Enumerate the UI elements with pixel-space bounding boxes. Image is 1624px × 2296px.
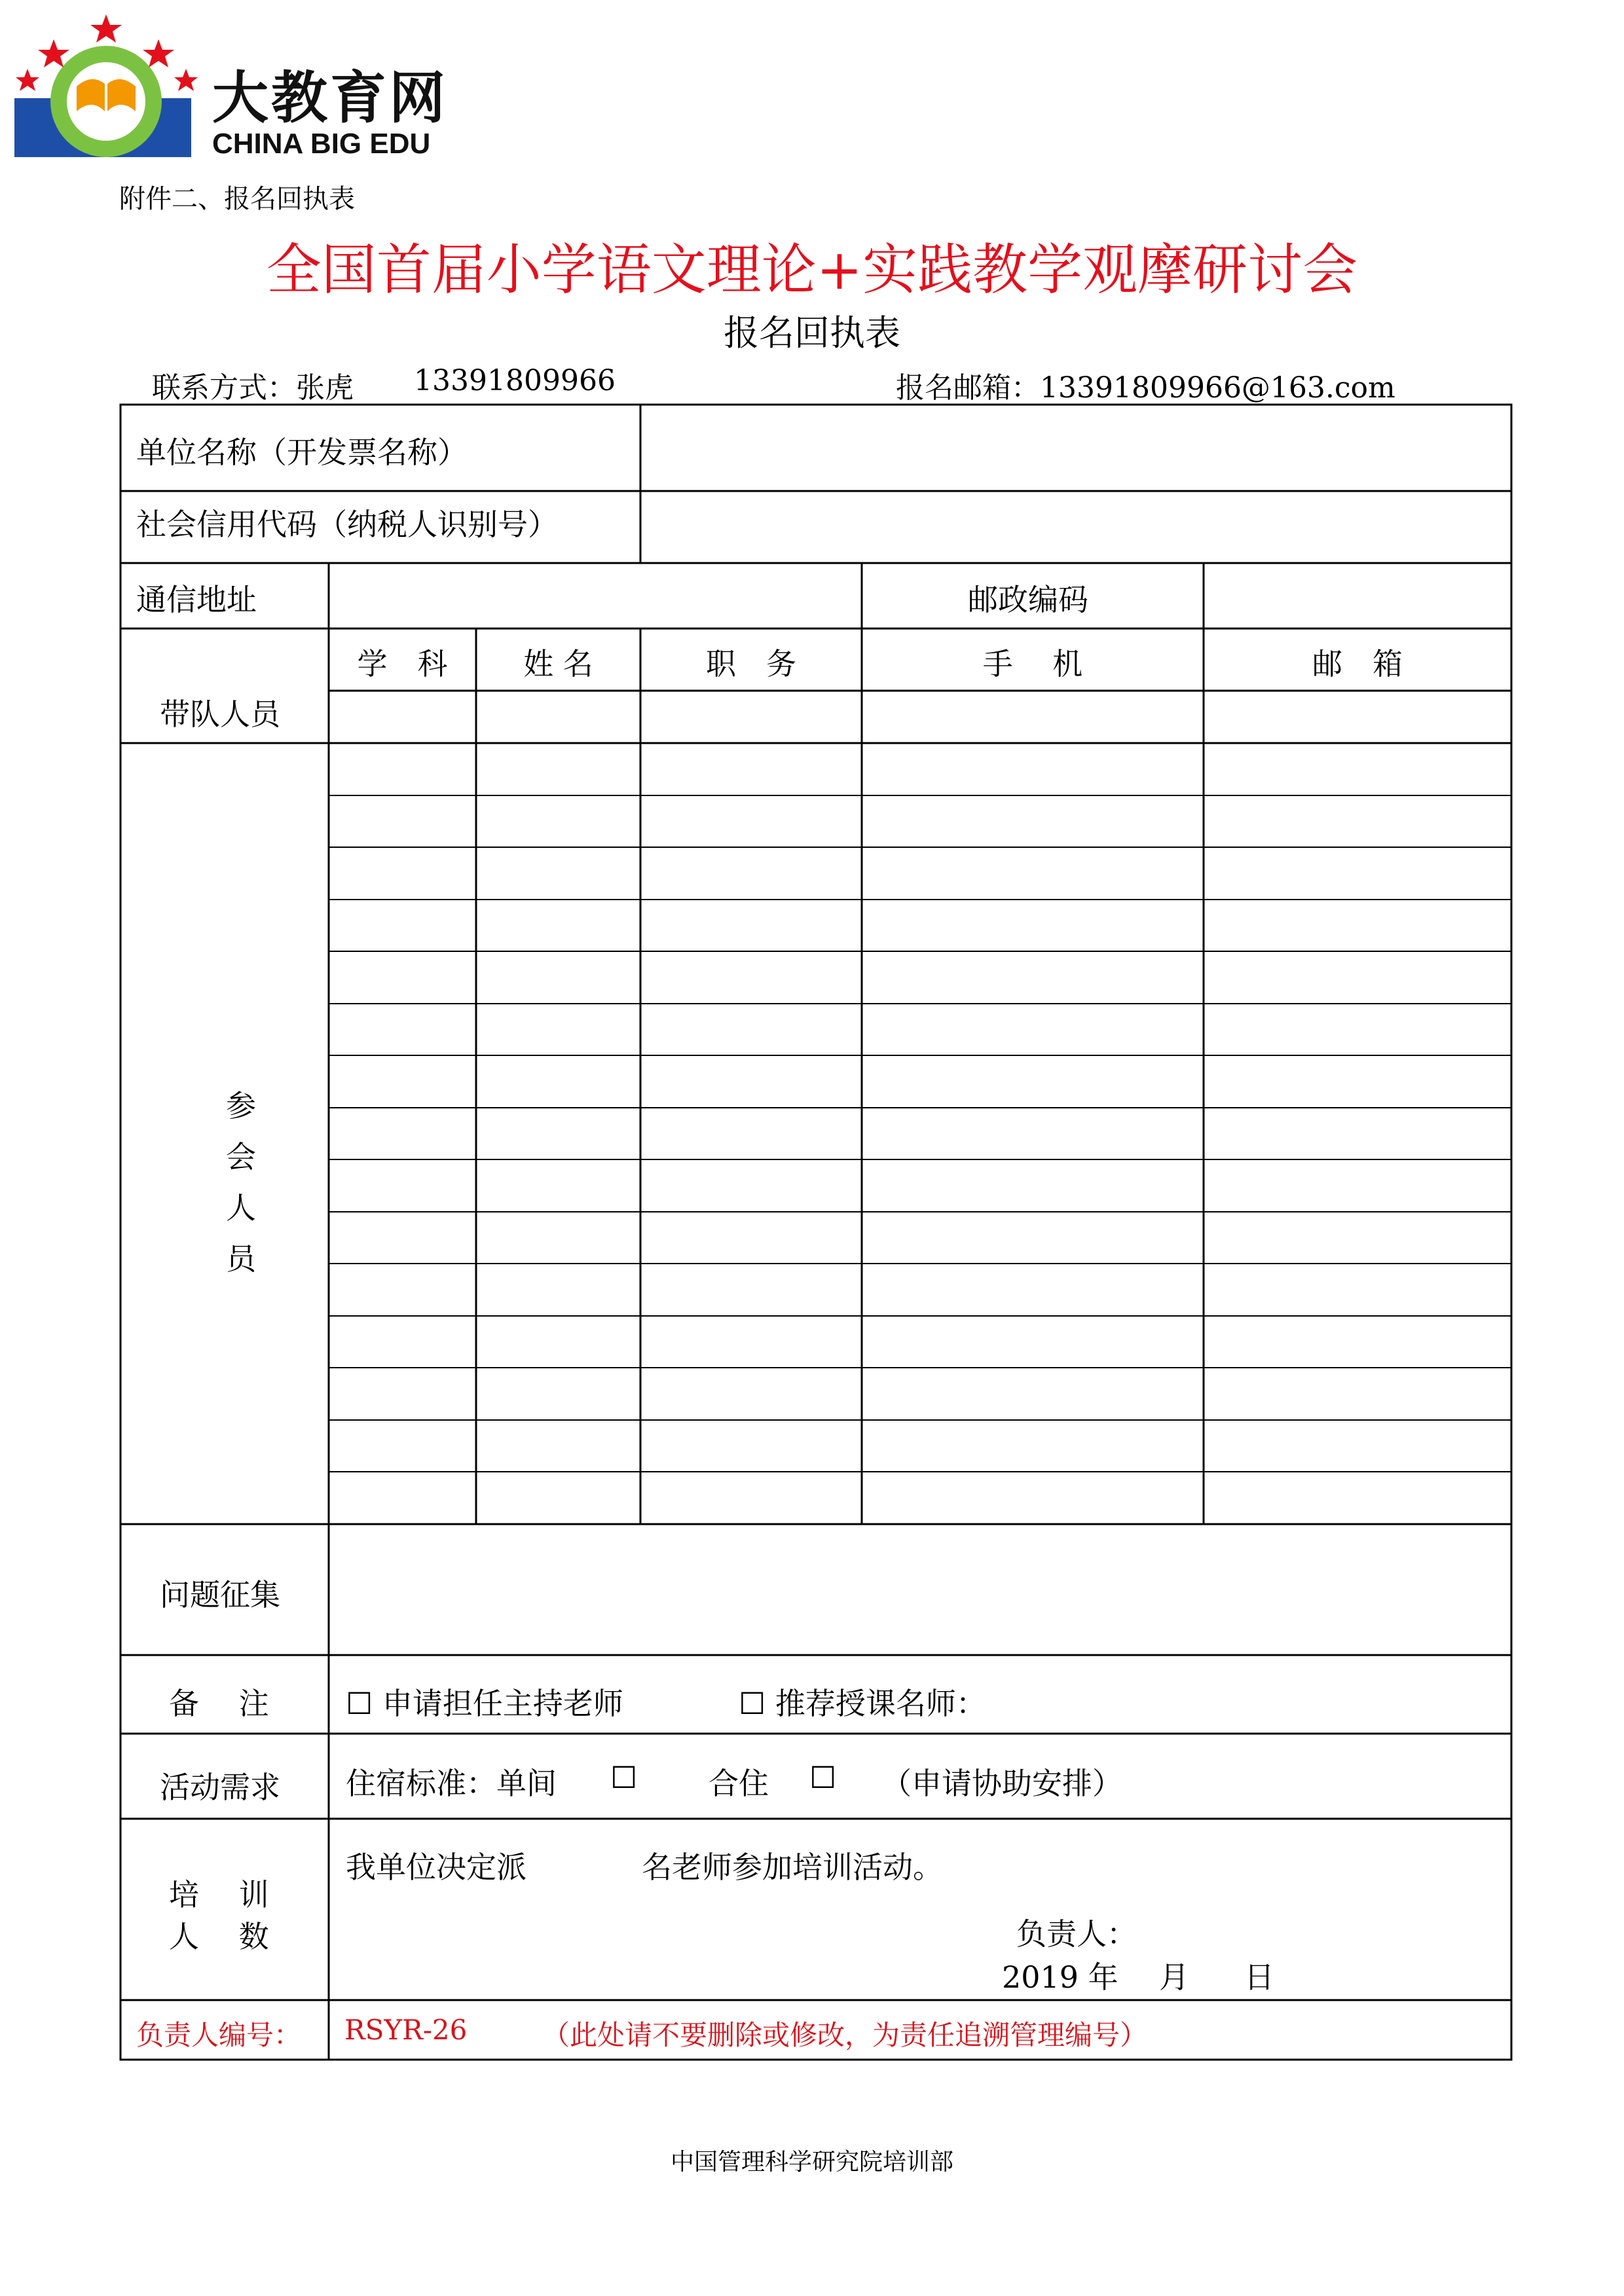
- checkbox-icon[interactable]: ☐: [739, 1686, 766, 1721]
- remark-option-recommend[interactable]: [739, 1680, 986, 1723]
- contact-phone: 13391809966: [414, 364, 616, 397]
- remarks-label: 备 注: [169, 1686, 269, 1721]
- leader-label: 带队人员: [160, 697, 280, 732]
- responsible-id-note: （此处请不要删除或修改，为责任追溯管理编号）: [542, 2019, 1148, 2051]
- assist-arrangement-note: （申请协助安排）: [881, 1766, 1122, 1801]
- remark-option-host-label: 申请担任主持老师: [382, 1686, 623, 1721]
- participants-label-char: 会: [226, 1139, 256, 1175]
- participants-label: [221, 1080, 261, 1285]
- credit-code-label: 社会信用代码（纳税人识别号）: [136, 507, 558, 542]
- column-mobile: 手 机: [982, 646, 1083, 682]
- training-label-2: 人 数: [169, 1919, 269, 1954]
- shared-room-label: 合住: [709, 1766, 769, 1801]
- responsible-id-value: RSYR-26: [344, 2014, 468, 2046]
- annex-label: 附件二、报名回执表: [119, 184, 355, 214]
- unit-name-field[interactable]: [642, 492, 1510, 493]
- single-room-checkbox-icon[interactable]: ☐: [610, 1760, 638, 1795]
- unit-name-label: 单位名称（开发票名称）: [136, 435, 468, 470]
- logo-name-en: CHINA BIG EDU: [212, 128, 431, 160]
- accommodation-standard: 住宿标准：单间: [346, 1766, 557, 1801]
- training-text-b: 名老师参加培训活动。: [642, 1850, 943, 1885]
- questions-field[interactable]: [331, 1526, 1509, 1653]
- participants-label-char: 参: [226, 1088, 256, 1123]
- date-day: 日: [1244, 1959, 1274, 1995]
- remark-option-host[interactable]: [346, 1680, 623, 1723]
- questions-label: 问题征集: [160, 1577, 280, 1613]
- page-title: 全国首届小学语文理论+实践教学观摩研讨会: [266, 238, 1358, 302]
- column-position: 职 务: [706, 646, 796, 682]
- training-label-1: 培 训: [169, 1877, 269, 1912]
- date-year: 2019 年: [1002, 1959, 1118, 1995]
- address-label: 通信地址: [136, 582, 257, 617]
- logo-name-cn: 大教育网: [212, 65, 448, 131]
- activity-label: 活动需求: [160, 1770, 280, 1805]
- participants-label-char: 员: [226, 1241, 256, 1277]
- responsible-label: 负责人：: [1016, 1916, 1137, 1952]
- responsible-id-label: 负责人编号：: [136, 2019, 302, 2051]
- column-name: 姓 名: [523, 646, 593, 682]
- teacher-count-field[interactable]: [551, 1844, 637, 1880]
- contact-email: 报名邮箱：13391809966@163.com: [896, 371, 1395, 405]
- footer-org: 中国管理科学研究院培训部: [670, 2149, 953, 2176]
- contact-person: 联系方式：张虎: [152, 371, 354, 405]
- training-text-a: 我单位决定派: [346, 1850, 526, 1885]
- column-email: 邮 箱: [1312, 646, 1403, 682]
- participants-label-char: 人: [226, 1190, 256, 1226]
- column-subject: 学 科: [357, 646, 448, 682]
- remark-option-recommend-label: 推荐授课名师：: [775, 1686, 986, 1721]
- page-subtitle: 报名回执表: [724, 312, 900, 354]
- shared-room-checkbox-icon[interactable]: ☐: [809, 1760, 837, 1795]
- date-month: 月: [1159, 1959, 1189, 1995]
- checkbox-icon[interactable]: ☐: [346, 1686, 373, 1721]
- postcode-label: 邮政编码: [968, 582, 1088, 617]
